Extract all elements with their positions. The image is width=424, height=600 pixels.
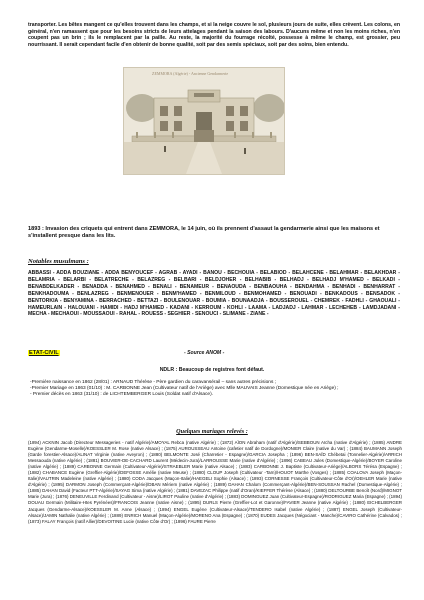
ndlr-line: - Premier décès en 1863 (31/10) : de LICHTEMBERGER Louis (Soldat natif d'Alsace). [30, 392, 214, 398]
ndlr-line: -Premier Mariage en 1863 (01/10) : M. CARBONNE Jean (Cultivateur natif de l'Ariège) avec Mlle MAUVAIS Jeanne (Domestique née en Ariège) ; [30, 386, 339, 392]
mariages-list: (1894) ACKNIN Jacob (Directeur Messageries - natif Algérie)/AMOYAL Rebca (native Algérie) ; (1872) AÏON Abraham (natif d'Algérie)/SEBBOUN Aïcha (native d'Algérie) ; (1885) ANDRE Eugène (Gendarme-Moselle)/KOESSLER M. Rose (native Alsace) ; (1875) AUROUSSEAU Antoine (cafetier natif de Dordogne)/MONIER Claire (native du Var) ; (1884) BAUMANN Joseph (Garde forestier-Alsace)/ALINAT Virginie (native Aveyron) ; (1880) BELMONTE José (Charretier - Espagne)/GARCIA Josepha ; (1896) BEN-SAÏD Chébetai (Tonnelier-Algérie)/ARRICH Messaouda (native Algérie) ; (1881) BOUVIER-DE-CACHARD Laurent (Médecin-Jura)/LARROUSSE Marie (native d'Algérie) ; (1896) CABEAU Jules (Domestique-Algérie)/BOYER Caroline (native Algérie) ; (1889) CARBONNE Germain (Cultivateur-Algérie)/STRAEBLER Marie (native Alsace) ; (1883) CARBONNE J. Baptiste (Cultivateur-Ariège)/ALBORS Térésa (Espagne) ; (1882) CHABANCE Eugène (Greffier-Algérie)/DEFOSSE Amélie (native Meuse) ; (1880) CLOUP Joseph (Cultivateur -Tarn)/HOUOT Marthe (Vosges) ; (1885) COALOVA Joseph (Maçon-Italie)/VAUTRIN Madeleine (native Algérie) ; (1880) CODA Jacques (Maçon-Italie)/HAEGELI Sophie (Alsace) ; (1893) CORNESSE François (Cultivateur-Côte d'Or)/OEHLER Marie (native d'Algérie) ; (1895) DARMON Joseph (Commerçant-Algérie)/DBAN Mériem (native Algérie) ; (1889) DAHAN Chalom (Commerçant-Algérie)/BEN-SOUSSAN Rachel (Domestique-Algérie) ; (1885) DAHAN David (Facteur PTT-Algérie)/SAYAG Sima (native Algérie) ; (1881) DAVEZAC Philippe (natif d'Oran)/KIEFFER Thérèse (Alsace) ; (1880) DELTOURBE Benoît (Nord)/MIGNOT Marie (Jura) ; (1876) DENEUVILLE Ferdinand (Cultivateur - Aisne)/LIROT Pauline (native d'Algérie) ; (1883) DOMINGUEZ Juan (Cultivateur-Espagne)/RODRIGUEZ Maria (Espagne) ; (1894) DOUAU Germain (Militaire-Htes Pyrénées)/FRANCOIS Jeanne (native Aisne) ; (1895) DURLS Pierre (Greffier-Lot et Garonne)/FAVIER Jeanne (native Algérie) ; (1880) EICHELBERGER Jacques (Gendarme-Alsace)/KOESSLER M. Anne (Alsace) ; (1894) ENGEL Eugène (Cultivateur-Alsace)/TENDERO Isabel (native Algérie) ; (1887) ENGEL Joseph (Cultivateur-Alsace)/JAMIN Nathalie (native Algérie) ; (1889) ENRICH Manuel (Maçon-Algérie)/MORENO Ana (Espagne) ; (1870) EUDES Jacques (Négociant - Manche)/CAVIRO Cathérine (Calvados) ; (1873) FALAY François (natif Allier)/DEVOITINE Lucie (native Côte d'Or) ; (1896) FAURE Pierre [28, 440, 402, 524]
ndlr-lines [30, 380, 400, 399]
intro-paragraph: transporter. Les bêtes mangent ce qu'elles trouvent dans les champs, et si la neige couvre le sol, plusieurs jours de suite, elles crèvent. Les colons, en général, n'en ramassent que pour les besoins stricts de leurs attelages pendant la saison des labours. D'aucuns même et non les moins riches, n'en coupent pas un brin ; ils le remplacent par la paille. Au reste, la majorité du fourrage récolté, possesse à même le champ, est grossier, peu nourrissant. Il serait cependant facile d'en obtenir de bonne qualité, soit par des semis spéciaux, soit par des soins, bien entendu. [28, 22, 400, 48]
notables-heading: Notables musulmans : [28, 258, 89, 265]
source-label: - Source ANOM - [184, 350, 225, 356]
notables-list: ABBASSI - ADDA BOUZIANE - ADDA BENYOUCEF - AGRAB - AYADI - BANOU - BECHOUIA - BELABIOD - BELAHCENE - BELAHMAR - BELAKHDAR - BELAMRIA - BELARBI - BELATRECHE - BELAZREG - BELBARI - BELDJOHER - BELHABIB - BELHADJ - BELHADJ M'HAMED - BELKADI - BENABDELKADER - BENADDA - BENAHMED - BENALI - BENAMEUR - BENAOUDA - BENBAOUHA - BENDAHMA - BENHADI - BENHARRAT - BENKHADOUMA - BENLAZREG - BENMENOUER - BENM'HAMED - BENMILOUD - BENMOHAMED - BENOUADI - BENKADOUS - BENSADOK - BENTORKIA - BENYAMINA - BERRACHED - BETTAZI - BOULENOUAR - BOUMIA - BOUNAADJA - BOUSSEROUEL - CHEMREK - FADHLI - GHAOUALI - HAMEURLAIN - HALOUANI - HAMIDI - HADJ M'HAMED - KADANI - KERROUM - KOHLI - LAAMA - LADJADJ - LAHMAR - LECHEHEB - LAMDJADANI - MECHA - MECHAOUI - MOUSSAOUI - RAHAL - ROUESS - SEGHIER - SENOUCI - SLIMANE - ZIANE - [28, 270, 400, 318]
caption-1893: 1893 : Invasion des criquets qui entrent dans ZEMMORA, le 14 juin, où ils prennent d'assaut la gendarmerie ainsi que les maisons et s'installent presque dans les lits. [28, 226, 380, 239]
etat-civil-heading: ETAT-CIVIL [29, 350, 59, 356]
mariages-heading: Quelques mariages relevés : [176, 428, 248, 435]
gendarmerie-building-illustration [124, 68, 284, 174]
gendarmerie-photo [123, 67, 285, 175]
ndlr-line: -Première naissance en 1862 (28/01) : ARNAUD Thérèse - Père gardien du caravansérail – sans autres précisions ; [30, 380, 277, 385]
photo-caption: ZEMMORA (Algérie) - Ancienne Gendarmerie [152, 71, 229, 76]
ndlr-title: NDLR : Beaucoup de registres font défaut. [159, 367, 265, 373]
